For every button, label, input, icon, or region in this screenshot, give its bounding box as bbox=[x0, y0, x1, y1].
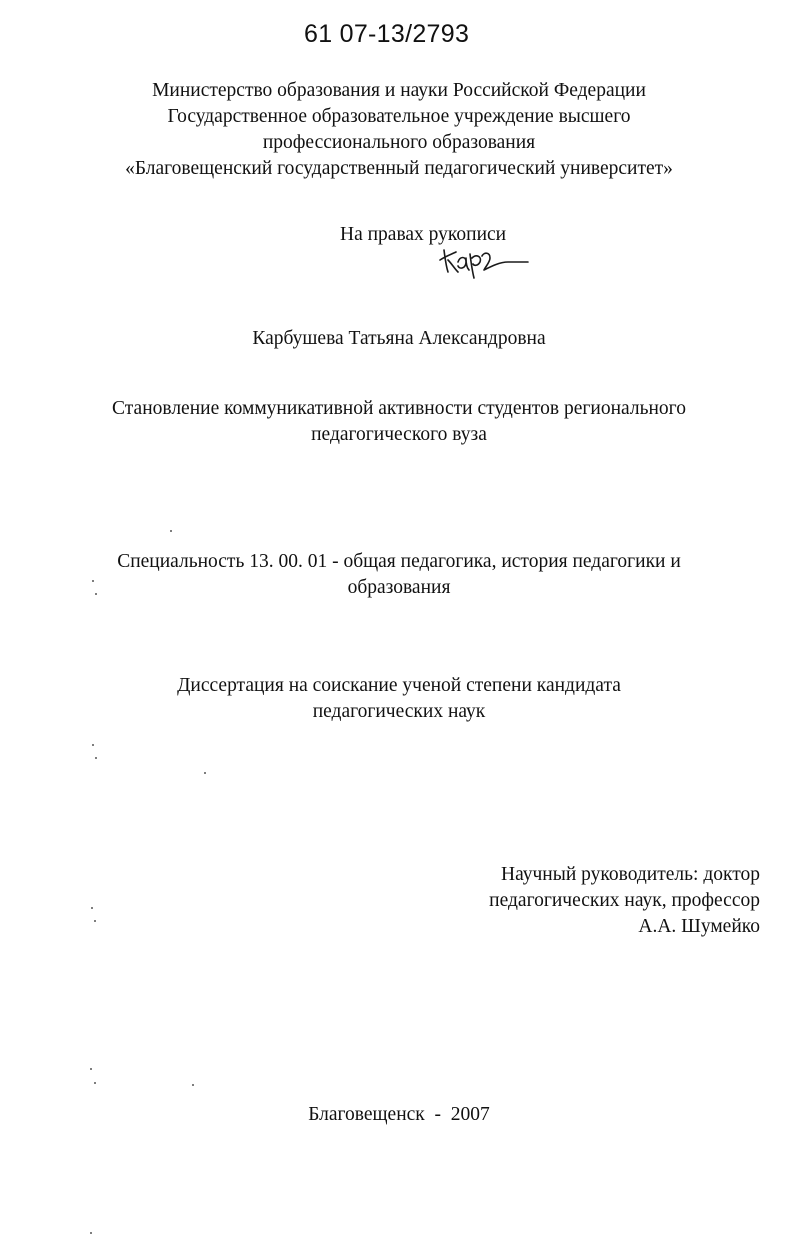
scan-speck bbox=[95, 757, 97, 759]
degree-line: педагогических наук bbox=[312, 701, 486, 722]
ministry-header bbox=[0, 78, 798, 182]
advisor-line: педагогических наук, профессор bbox=[489, 890, 760, 911]
scan-speck bbox=[94, 1082, 96, 1084]
ministry-line: Министерство образования и науки Российской Федерации bbox=[152, 80, 646, 101]
scan-speck bbox=[170, 530, 172, 532]
scan-speck bbox=[92, 580, 94, 582]
scan-speck bbox=[90, 1232, 92, 1234]
scan-speck bbox=[94, 920, 96, 922]
ministry-line: «Благовещенский государственный педагогический университет» bbox=[125, 158, 673, 179]
city-year: Благовещенск - 2007 bbox=[308, 1104, 490, 1125]
specialty-line: образования bbox=[347, 577, 451, 598]
title-line: Становление коммуникативной активности студентов регионального bbox=[112, 398, 686, 419]
scan-speck bbox=[92, 744, 94, 746]
specialty-line: Специальность 13. 00. 01 - общая педагогика, история педагогики и bbox=[117, 551, 681, 572]
scan-speck bbox=[90, 1068, 92, 1070]
ministry-line: Государственное образовательное учреждение высшего bbox=[167, 106, 631, 127]
title-line: педагогического вуза bbox=[311, 424, 487, 445]
catalog-number: 61 07-13/2793 bbox=[304, 20, 470, 48]
scientific-advisor bbox=[489, 862, 760, 940]
advisor-line: А.А. Шумейко bbox=[638, 916, 760, 937]
advisor-line: Научный руководитель: доктор bbox=[501, 864, 760, 885]
scan-speck bbox=[95, 593, 97, 595]
scan-speck bbox=[91, 907, 93, 909]
degree-statement bbox=[0, 673, 798, 725]
author-name: Карбушева Татьяна Александровна bbox=[252, 328, 546, 349]
dissertation-title bbox=[0, 396, 798, 448]
degree-line: Диссертация на соискание ученой степени кандидата bbox=[177, 675, 621, 696]
specialty bbox=[0, 549, 798, 601]
manuscript-note: На правах рукописи bbox=[340, 224, 507, 245]
scan-speck bbox=[192, 1084, 194, 1086]
ministry-line: профессионального образования bbox=[262, 132, 536, 153]
signature-icon bbox=[436, 240, 532, 280]
scan-speck bbox=[204, 772, 206, 774]
